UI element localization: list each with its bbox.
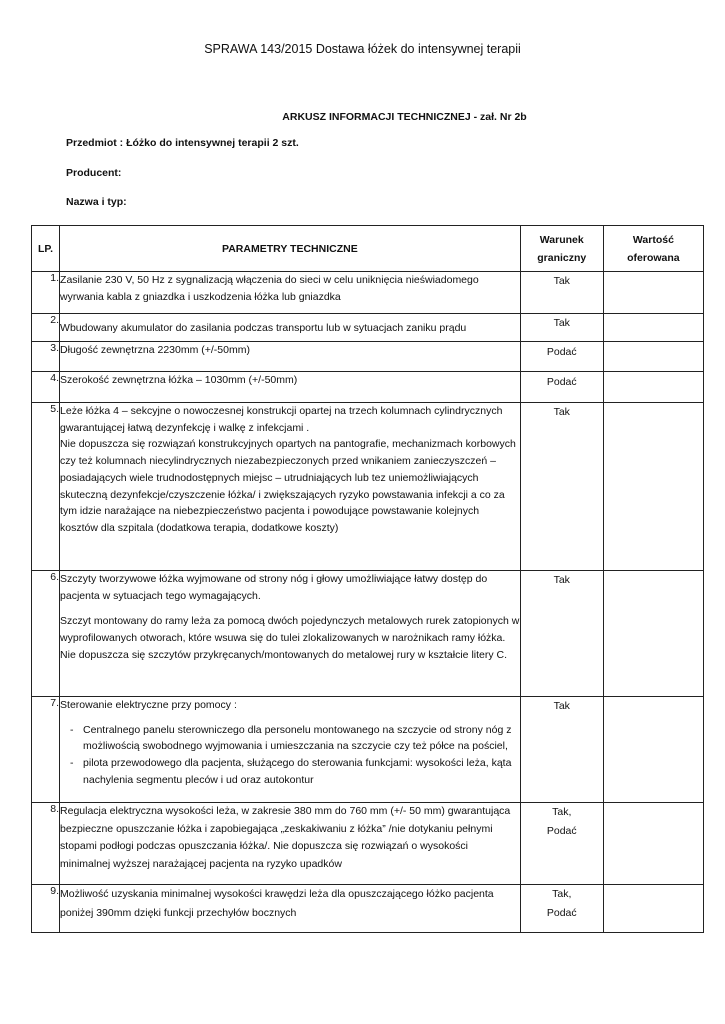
- offered-value-cell[interactable]: [603, 571, 703, 697]
- sheet-title: ARKUSZ INFORMACJI TECHNICZNEJ - zał. Nr 2b: [282, 111, 527, 123]
- row-number: 2.: [32, 314, 60, 342]
- offered-value-cell[interactable]: [603, 803, 703, 885]
- parameter-text: Długość zewnętrzna 2230mm (+/-50mm): [60, 342, 521, 372]
- paragraph: Szczyty tworzywowe łóżka wyjmowane od strony nóg i głowy umożliwiające łatwy dostęp do pacjenta w sytuacjach tego wymagających.: [60, 573, 488, 602]
- offered-value-cell[interactable]: [603, 342, 703, 372]
- offered-value-cell[interactable]: [603, 314, 703, 342]
- producer-label: Producent:: [66, 167, 122, 179]
- offered-value-cell[interactable]: [603, 403, 703, 571]
- table-row: [32, 697, 704, 803]
- condition-value: Tak: [520, 571, 603, 697]
- condition-value: Tak: [520, 403, 603, 571]
- condition-value: Tak: [520, 314, 603, 342]
- row-number: 3.: [32, 342, 60, 372]
- table-row: [32, 403, 704, 571]
- condition-value: Tak, Podać: [520, 803, 603, 885]
- table-row: [32, 314, 704, 342]
- condition-value: Podać: [520, 342, 603, 372]
- row-number: 8.: [32, 803, 60, 885]
- table-header-row: [32, 226, 704, 272]
- condition-value: Podać: [520, 372, 603, 403]
- row-number: 6.: [32, 571, 60, 697]
- technical-parameters-table: [31, 225, 704, 933]
- table-row: [32, 885, 704, 933]
- col-header-offered-value: Wartość oferowana: [603, 226, 703, 272]
- parameter-text: Szerokość zewnętrzna łóżka – 1030mm (+/-50mm): [60, 372, 521, 403]
- table-row: [32, 803, 704, 885]
- row-number: 7.: [32, 697, 60, 803]
- row-number: 1.: [32, 272, 60, 314]
- name-type-label: Nazwa i typ:: [66, 196, 127, 208]
- list-item: - Centralnego panelu sterowniczego dla personelu montowanego na szczycie od strony nóg z możliwością swobodnego wyjmowania i umieszczania na szczycie czy też półce na pościel,: [83, 722, 520, 755]
- document-header: SPRAWA 143/2015 Dostawa łóżek do intensywnej terapii: [204, 42, 521, 56]
- condition-value: Tak: [520, 272, 603, 314]
- table-row: [32, 372, 704, 403]
- parameter-text: Zasilanie 230 V, 50 Hz z sygnalizacją włączenia do sieci w celu uniknięcia nieświadomego wyrwania kabla z gniazdka i uszkodzenia łóżka lub gniazdka: [60, 272, 521, 314]
- table-row: [32, 272, 704, 314]
- row-number: 5.: [32, 403, 60, 571]
- list-item: - pilota przewodowego dla pacjenta, służącego do sterowania funkcjami: wysokości leża, kąta nachylenia segmentu pleców i ud oraz autokontur: [83, 755, 520, 788]
- row-number: 9.: [32, 885, 60, 933]
- table-row: [32, 571, 704, 697]
- row-number: 4.: [32, 372, 60, 403]
- offered-value-cell[interactable]: [603, 885, 703, 933]
- col-header-condition: Warunek graniczny: [520, 226, 603, 272]
- parameter-text: Leże łóżka 4 – sekcyjne o nowoczesnej konstrukcji opartej na trzech kolumnach cylindrycznych gwarantującej łatwą dezynfekcję i walkę z infekcjami . Nie dopuszcza się rozwiązań konstrukcyjnych opartych na pantografie, mechanizmach korbowych czy też kolumnach niecylindrycznych niezabezpieczonych przed wnikaniem zanieczyszczeń – posiadających wiele trudnodostępnych miejsc – utrudniających lub tez uniemożliwiających skuteczną dezynfekcje/czyszczenie łóżka/ i zwiększających ryzyko powstawania infekcji a co za tym idzie narażające na niebezpieczeństwo pacjenta i powodujące powstawanie kolejnych kosztów dla szpitala (dodatkowa terapia, dodatkowe koszty): [60, 403, 521, 571]
- parameter-text: Regulacja elektryczna wysokości leża, w zakresie 380 mm do 760 mm (+/- 50 mm) gwarantująca bezpieczne opuszczanie łóżka i zapobiegająca „zeskakiwaniu z łóżka” /nie dotykaniu pełnymi stopami podłogi podczas opuszczania łóżka/. Nie dopuszcza się rozwiązań o wysokości minimalnej wyższej narażającej pacjenta na ryzyko upadków: [60, 803, 521, 885]
- condition-value: Tak, Podać: [520, 885, 603, 933]
- paragraph: Szczyt montowany do ramy leża za pomocą dwóch pojedynczych metalowych rurek zatopionych w wyprofilowanych otworach, które wsuwa się do tulei zlokalizowanych w narożnikach ramy łóżka. Nie dopuszcza się szczytów przykręcanych/montowanych do metalowej rury w kształcie litery C.: [60, 615, 520, 661]
- parameter-text: [60, 697, 521, 803]
- condition-value: Tak: [520, 697, 603, 803]
- offered-value-cell[interactable]: [603, 272, 703, 314]
- subject-line: Przedmiot : Łóżko do intensywnej terapii 2 szt.: [66, 137, 299, 149]
- paragraph: Sterowanie elektryczne przy pomocy :: [60, 699, 237, 711]
- col-header-lp: LP.: [32, 226, 60, 272]
- offered-value-cell[interactable]: [603, 372, 703, 403]
- col-header-params: PARAMETRY TECHNICZNE: [60, 226, 521, 272]
- parameter-text: Możliwość uzyskania minimalnej wysokości krawędzi leża dla opuszczającego łóżko pacjenta poniżej 390mm dzięki funkcji przechyłów bocznych: [60, 885, 521, 933]
- parameter-text: Wbudowany akumulator do zasilania podczas transportu lub w sytuacjach zaniku prądu: [60, 314, 521, 342]
- control-options-list: [60, 722, 520, 789]
- parameter-text: [60, 571, 521, 697]
- offered-value-cell[interactable]: [603, 697, 703, 803]
- table-row: [32, 342, 704, 372]
